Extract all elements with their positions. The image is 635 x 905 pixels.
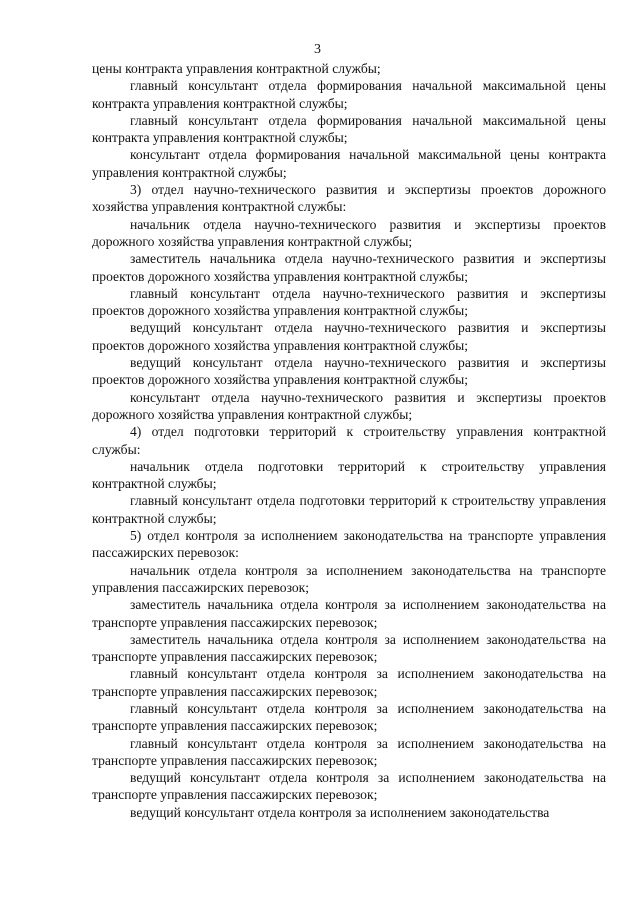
paragraph: цены контракта управления контрактной службы; bbox=[92, 61, 381, 76]
paragraph: заместитель начальника отдела контроля за исполнением законодательства на транспорте управления пассажирских перевозок; bbox=[92, 597, 606, 630]
paragraph: заместитель начальника отдела контроля за исполнением законодательства на транспорте управления пассажирских перевозок; bbox=[92, 631, 606, 665]
paragraph: главный консультант отдела научно-технического развития и экспертизы проектов дорожного хозяйства управления контрактной службы; bbox=[92, 285, 606, 319]
section-heading: 3) отдел научно-технического развития и экспертизы проектов дорожного хозяйства управления контрактной службы: bbox=[92, 182, 606, 215]
paragraph: заместитель начальника отдела научно-технического развития и экспертизы проектов дорожного хозяйства управления контрактной службы; bbox=[92, 251, 606, 284]
section-heading: 4) отдел подготовки территорий к строительству управления контрактной службы: bbox=[92, 424, 606, 457]
paragraph: главный консультант отдела контроля за исполнением законодательства на транспорте управления пассажирских перевозок; bbox=[92, 666, 606, 699]
paragraph: главный консультант отдела контроля за исполнением законодательства на транспорте управления пассажирских перевозок; bbox=[92, 700, 606, 734]
paragraph: главный консультант отдела формирования начальной максимальной цены контракта управления контрактной службы; bbox=[92, 78, 606, 111]
paragraph: начальник отдела подготовки территорий к строительству управления контрактной службы; bbox=[92, 458, 606, 492]
section-heading: 5) отдел контроля за исполнением законодательства на транспорте управления пассажирских перевозок: bbox=[92, 528, 606, 561]
paragraph: консультант отдела научно-технического развития и экспертизы проектов дорожного хозяйства управления контрактной службы; bbox=[92, 389, 606, 422]
paragraph: начальник отдела научно-технического развития и экспертизы проектов дорожного хозяйства управления контрактной службы; bbox=[92, 216, 606, 249]
paragraph: главный консультант отдела подготовки территорий к строительству управления контрактной службы; bbox=[92, 493, 606, 526]
page-number: 3 bbox=[314, 42, 321, 57]
paragraph: начальник отдела контроля за исполнением законодательства на транспорте управления пассажирских перевозок; bbox=[92, 562, 606, 595]
paragraph: ведущий консультант отдела научно-технического развития и экспертизы проектов дорожного хозяйства управления контрактной службы; bbox=[92, 355, 606, 388]
document-body bbox=[92, 60, 606, 821]
paragraph: ведущий консультант отдела научно-технического развития и экспертизы проектов дорожного хозяйства управления контрактной службы; bbox=[92, 320, 606, 353]
paragraph: ведущий консультант отдела контроля за исполнением законодательства на транспорте управления пассажирских перевозок; bbox=[92, 770, 606, 803]
paragraph: главный консультант отдела формирования начальной максимальной цены контракта управления контрактной службы; bbox=[92, 112, 606, 146]
paragraph: ведущий консультант отдела контроля за исполнением законодательства bbox=[130, 804, 550, 820]
paragraph: главный консультант отдела контроля за исполнением законодательства на транспорте управления пассажирских перевозок; bbox=[92, 735, 606, 768]
paragraph: консультант отдела формирования начальной максимальной цены контракта управления контрактной службы; bbox=[92, 147, 606, 180]
